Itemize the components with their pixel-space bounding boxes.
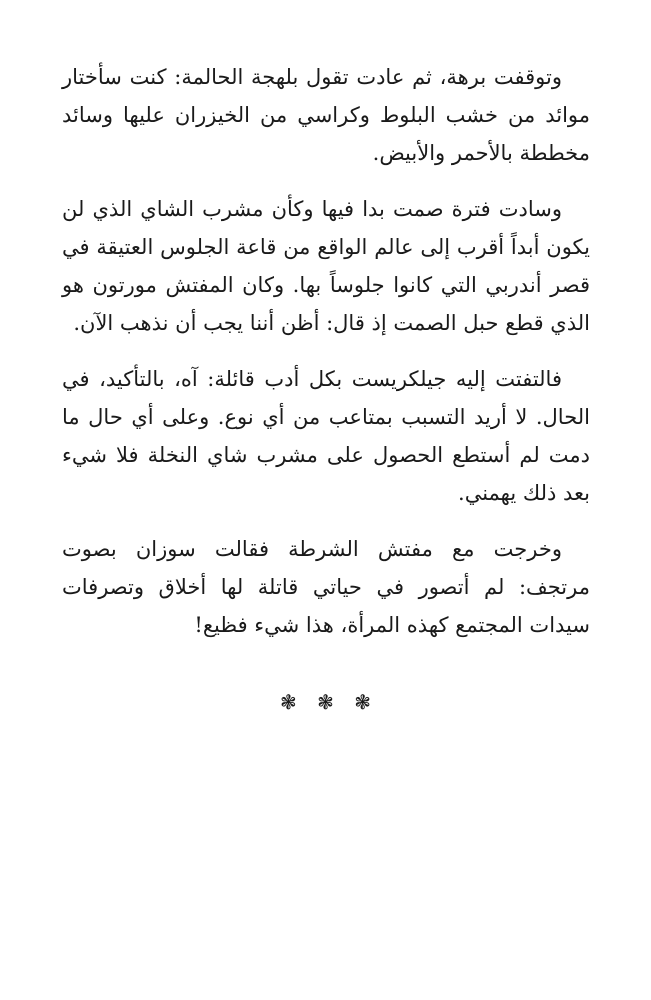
paragraph-3: فالتفتت إليه جيلكريست بكل أدب قائلة: آه، بالتأكيد، في الحال. لا أريد التسبب بمتاعب من أي نوع. وعلى أي حال ما دمت لم أستطع الحصول على مشرب شاي النخلة فلا شيء بعد ذلك يهمني. <box>62 367 590 505</box>
body-text <box>62 58 590 662</box>
paragraph-4: وخرجت مع مفتش الشرطة فقالت سوزان بصوت مرتجف: لم أتصور في حياتي قاتلة لها أخلاق وتصرفات سيدات المجتمع كهذه المرأة، هذا شيء فظيع! <box>62 537 590 637</box>
section-divider-ornament: ❃ ❃ ❃ <box>280 690 371 714</box>
paragraph-1: وتوقفت برهة، ثم عادت تقول بلهجة الحالمة: كنت سأختار موائد من خشب البلوط وكراسي من الخيزران عليها وسائد مخططة بالأحمر والأبيض. <box>62 65 590 165</box>
paragraph-2: وسادت فترة صمت بدا فيها وكأن مشرب الشاي الذي لن يكون أبداً أقرب إلى عالم الواقع من قاعة الجلوس العتيقة في قصر أندربي التي كانوا جلوساً بها. وكان المفتش مورتون هو الذي قطع حبل الصمت إذ قال: أظن أننا يجب أن نذهب الآن. <box>62 197 590 335</box>
